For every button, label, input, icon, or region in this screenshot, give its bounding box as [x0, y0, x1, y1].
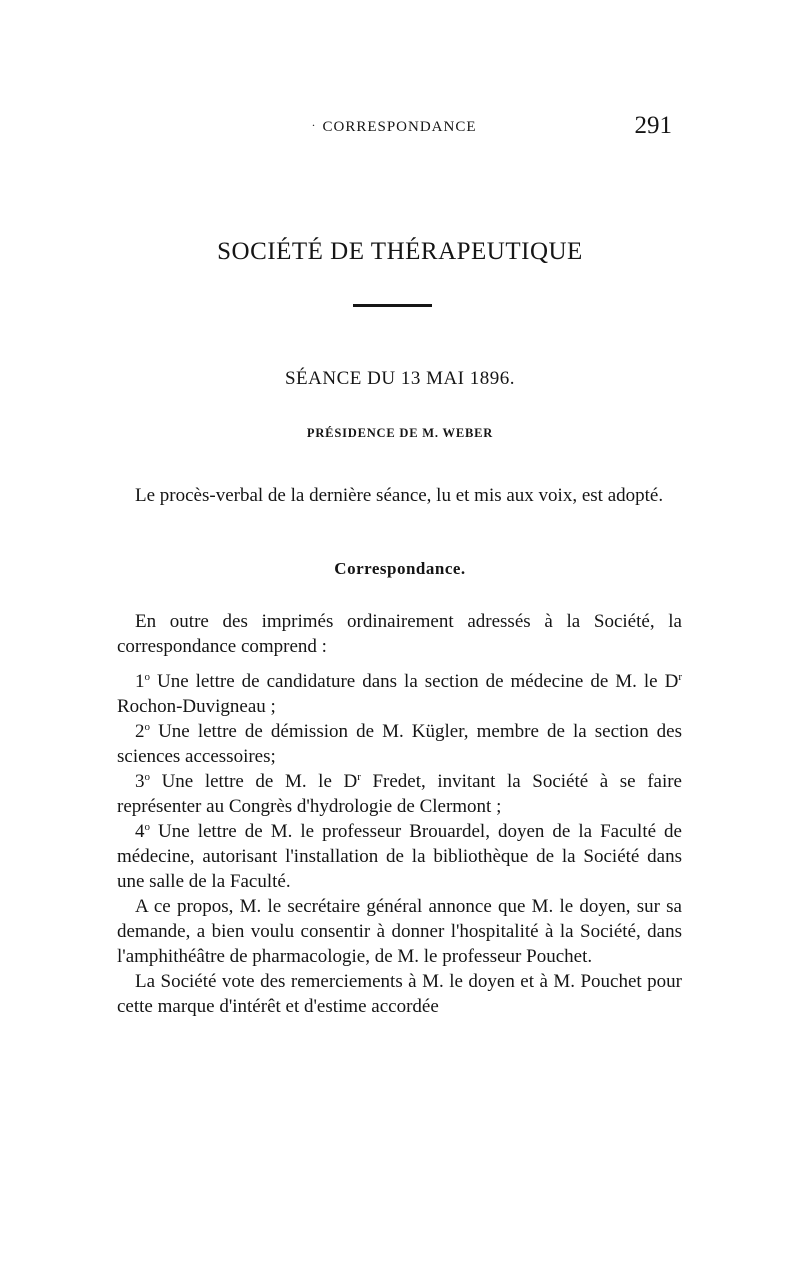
degree-sign: o	[144, 771, 150, 783]
intro-paragraph: En outre des imprimés ordinairement adressés à la Société, la correspondance comprend :	[117, 611, 682, 657]
degree-sign: o	[144, 671, 150, 683]
item-text: Fredet, invitant la Société à se faire représenter au Congrès d'hydrologie de Clermont ;	[117, 771, 682, 817]
running-head	[116, 118, 672, 136]
page-number: 291	[634, 112, 672, 139]
page-header	[116, 112, 672, 142]
docteur-sup: r	[357, 771, 361, 783]
docteur-sup: r	[678, 671, 682, 683]
seance-date: SÉANCE DU 13 MAI 1896.	[284, 368, 516, 389]
header-dot: ·	[311, 118, 317, 132]
item-number: 4	[135, 821, 145, 842]
list-item	[117, 669, 682, 719]
degree-sign: o	[144, 721, 150, 733]
item-text: Une lettre de candidature dans la section de médecine de M. le D	[150, 671, 679, 692]
correspondance-block	[117, 609, 682, 1019]
list-item	[117, 819, 682, 894]
item-text: Une lettre de M. le D	[150, 771, 358, 792]
presidence-line: PRÉSIDENCE DE M. WEBER	[306, 426, 494, 440]
degree-sign: o	[144, 821, 150, 833]
item-number: 2	[135, 721, 145, 742]
title-rule	[353, 304, 432, 307]
item-text: Une lettre de M. le professeur Brouardel, doyen de la Faculté de médecine, autorisant l'installation de la bibliothèque de la Société dans une salle de la Faculté.	[117, 821, 682, 892]
society-title: SOCIÉTÉ DE THÉRAPEUTIQUE	[217, 238, 583, 265]
list-item	[117, 769, 682, 819]
section-heading: Correspondance.	[334, 559, 466, 578]
list-item	[117, 719, 682, 769]
running-title: CORRESPONDANCE	[322, 119, 477, 135]
vote-paragraph: La Société vote des remerciements à M. le doyen et à M. Pouchet pour cette marque d'intérêt et d'estime accordée	[117, 971, 682, 1017]
item-text: Rochon-Duvigneau ;	[117, 696, 276, 717]
proces-verbal-block	[117, 483, 682, 508]
proces-verbal-paragraph: Le procès-verbal de la dernière séance, lu et mis aux voix, est adopté.	[135, 485, 664, 506]
item-number: 1	[135, 671, 145, 692]
item-number: 3	[135, 771, 145, 792]
item-text: Une lettre de démission de M. Kügler, membre de la section des sciences accessoires;	[117, 721, 682, 767]
propos-paragraph: A ce propos, M. le secrétaire général annonce que M. le doyen, sur sa demande, a bien voulu consentir à donner l'hospitalité à la Société, dans l'amphithéâtre de pharmacologie, de M. le professeur Pouchet.	[117, 896, 682, 967]
